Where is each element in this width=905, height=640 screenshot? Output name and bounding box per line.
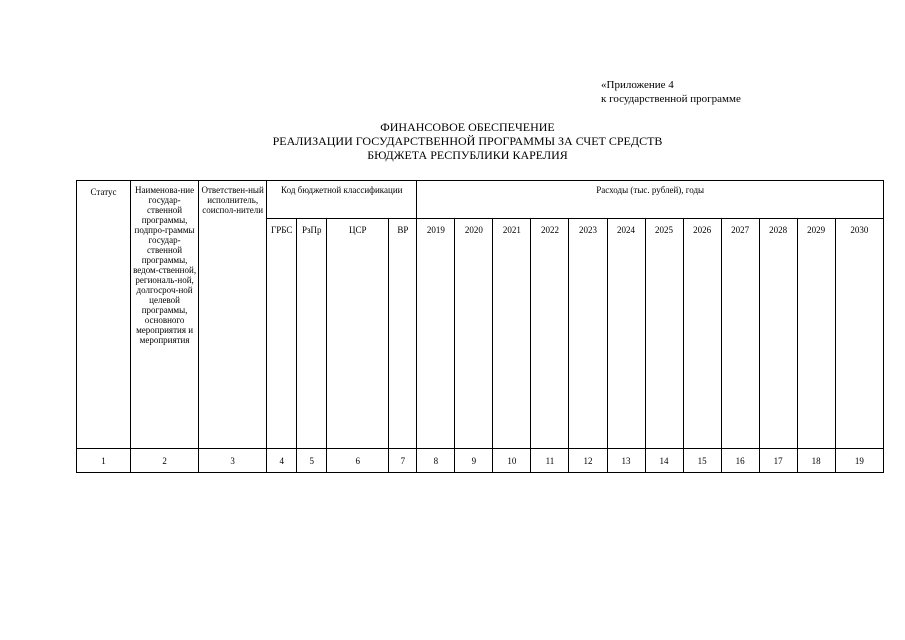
column-number: 19: [835, 449, 883, 473]
column-number: 6: [327, 449, 389, 473]
code-grbs: ГРБС: [267, 219, 297, 449]
year-2025: 2025: [645, 219, 683, 449]
column-number-row: [77, 449, 884, 473]
year-2030: 2030: [835, 219, 883, 449]
column-number: 13: [607, 449, 645, 473]
column-number: 4: [267, 449, 297, 473]
year-2029: 2029: [797, 219, 835, 449]
year-2022: 2022: [531, 219, 569, 449]
column-number: 9: [455, 449, 493, 473]
budget-code-header: Код бюджетной классификации: [267, 181, 417, 219]
column-number: 14: [645, 449, 683, 473]
title-line-1: ФИНАНСОВОЕ ОБЕСПЕЧЕНИЕ: [380, 120, 555, 134]
column-number: 3: [199, 449, 267, 473]
column-number: 18: [797, 449, 835, 473]
column-number: 15: [683, 449, 721, 473]
code-vr: ВР: [389, 219, 417, 449]
code-csr: ЦСР: [327, 219, 389, 449]
column-number: 11: [531, 449, 569, 473]
column-number: 12: [569, 449, 607, 473]
document-title: [150, 120, 785, 162]
column-number: 5: [297, 449, 327, 473]
appendix-line-2: к государственной программе: [601, 93, 741, 105]
year-2027: 2027: [721, 219, 759, 449]
year-2026: 2026: [683, 219, 721, 449]
column-number: 8: [417, 449, 455, 473]
status-header: Статус: [77, 181, 131, 449]
title-line-2: РЕАЛИЗАЦИИ ГОСУДАРСТВЕННОЙ ПРОГРАММЫ ЗА СЧЕТ СРЕДСТВ: [272, 134, 663, 148]
year-2023: 2023: [569, 219, 607, 449]
column-number: 1: [77, 449, 131, 473]
column-number: 16: [721, 449, 759, 473]
header-row-1: [77, 181, 884, 219]
column-number: 10: [493, 449, 531, 473]
column-number: 17: [759, 449, 797, 473]
year-2019: 2019: [417, 219, 455, 449]
column-number: 7: [389, 449, 417, 473]
executor-header: Ответствен-ный исполнитель, соиспол-нители: [199, 181, 267, 449]
year-2028: 2028: [759, 219, 797, 449]
expenses-header: Расходы (тыс. рублей), годы: [417, 181, 884, 219]
year-2024: 2024: [607, 219, 645, 449]
name-header: Наименова-ние государ-ственной программы, подпро-граммы государ-ственной программы, ведом-ственной, региональ-ной, долгосроч-ной целевой программы, основного мероприятия и мероприятия: [131, 181, 199, 449]
financing-table: [76, 180, 884, 473]
code-rzpr: РзПр: [297, 219, 327, 449]
appendix-line-1: «Приложение 4: [601, 79, 674, 91]
title-line-3: БЮДЖЕТА РЕСПУБЛИКИ КАРЕЛИЯ: [367, 148, 568, 162]
year-2020: 2020: [455, 219, 493, 449]
appendix-note: [601, 78, 741, 106]
column-number: 2: [131, 449, 199, 473]
year-2021: 2021: [493, 219, 531, 449]
